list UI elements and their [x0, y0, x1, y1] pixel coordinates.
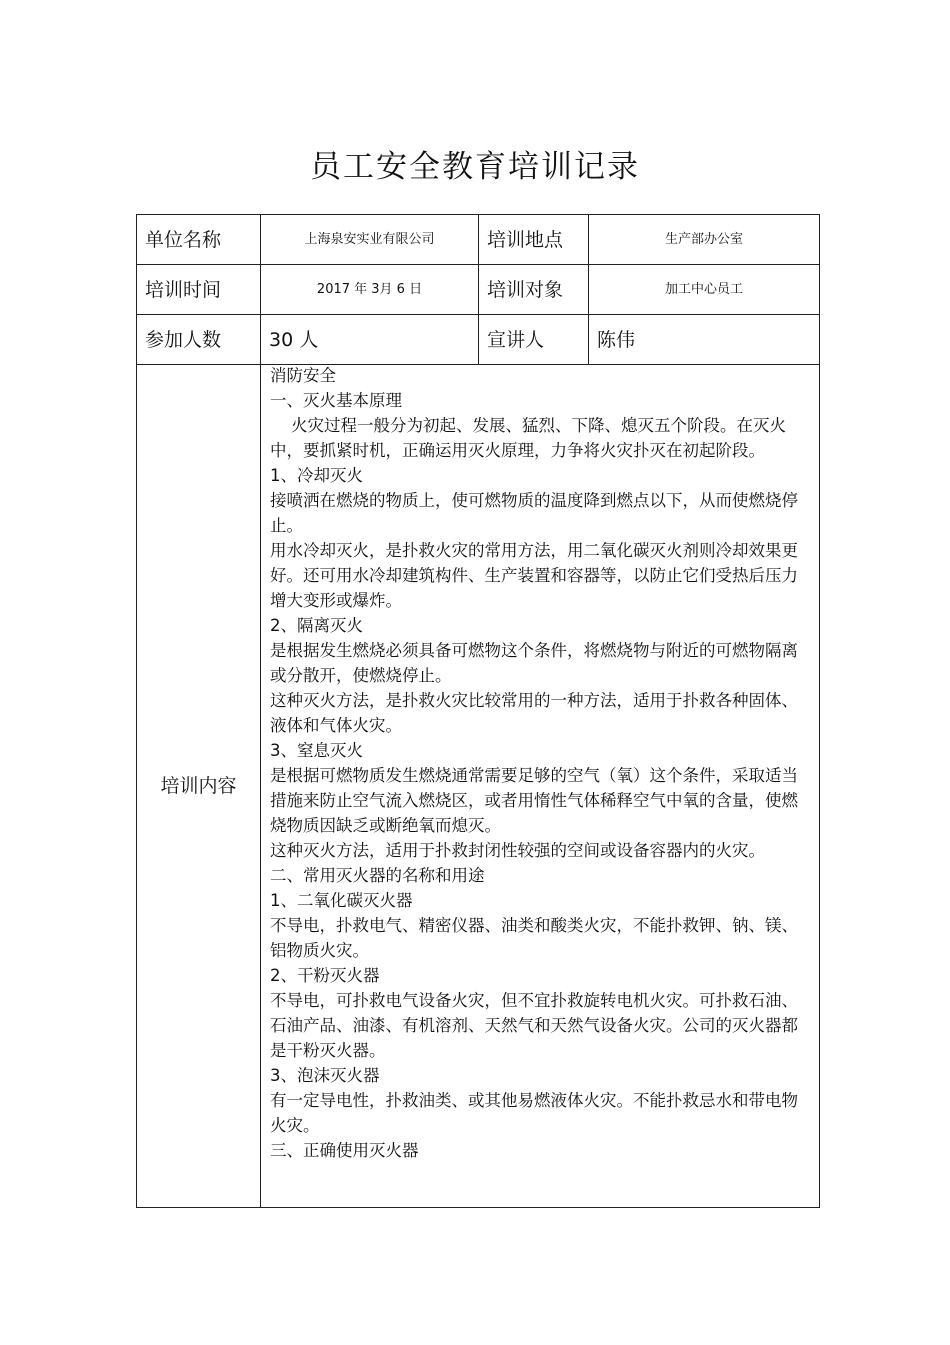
unit-label: 单位名称	[137, 215, 261, 265]
content-line: 三、正确使用灭火器	[270, 1141, 419, 1160]
content-line: 1、冷却灭火	[270, 466, 363, 485]
table-row-unit	[137, 215, 820, 265]
time-label: 培训时间	[137, 265, 261, 315]
attendees-label: 参加人数	[137, 315, 261, 365]
content-cell	[261, 365, 820, 1208]
content-line: 1、二氧化碳灭火器	[270, 891, 413, 910]
training-record-table	[136, 214, 820, 1208]
content-line: 有一定导电性，扑救油类、或其他易燃液体火灾。不能扑救忌水和带电物火灾。	[270, 1091, 798, 1135]
content-line: 2、干粉灭火器	[270, 966, 380, 985]
content-line: 这种灭火方法，适用于扑救封闭性较强的空间或设备容器内的火灾。	[270, 841, 765, 860]
location-label: 培训地点	[479, 215, 589, 265]
attendees-value: 30 人	[261, 315, 479, 365]
speaker-label: 宣讲人	[479, 315, 589, 365]
location-value: 生产部办公室	[589, 215, 820, 265]
table-row-time	[137, 265, 820, 315]
content-line: 接喷洒在燃烧的物质上，使可燃物质的温度降到燃点以下，从而使燃烧停止。	[270, 491, 798, 535]
content-line: 这种灭火方法，是扑救火灾比较常用的一种方法，适用于扑救各种固体、液体和气体火灾。	[270, 691, 798, 735]
content-line: 一、灭火基本原理	[270, 391, 402, 410]
content-line: 不导电，扑救电气、精密仪器、油类和酸类火灾，不能扑救钾、钠、镁、铝物质火灾。	[270, 916, 798, 960]
speaker-value: 陈伟	[589, 315, 820, 365]
time-value: 2017 年 3月 6 日	[261, 265, 479, 315]
page-title: 员工安全教育培训记录	[310, 149, 640, 185]
content-line: 3、泡沫灭火器	[270, 1066, 380, 1085]
content-line: 是根据可燃物质发生燃烧通常需要足够的空气（氧）这个条件，采取适当措施来防止空气流入燃烧区，或者用惰性气体稀释空气中氧的含量，使燃烧物质因缺乏或断绝氧而熄灭。	[270, 766, 798, 835]
content-line: 用水冷却灭火，是扑救火灾的常用方法，用二氧化碳灭火剂则冷却效果更好。还可用水冷却建筑构件、生产装置和容器等，以防止它们受热后压力增大变形或爆炸。	[270, 541, 798, 610]
content-label: 培训内容	[137, 365, 261, 1208]
content-line: 二、常用灭火器的名称和用途	[270, 866, 485, 885]
content-line: 消防安全	[270, 366, 336, 385]
content-line: 火灾过程一般分为初起、发展、猛烈、下降、熄灭五个阶段。在灭火中，要抓紧时机，正确运用灭火原理，力争将火灾扑灭在初起阶段。	[270, 416, 786, 460]
audience-label: 培训对象	[479, 265, 589, 315]
content-line: 不导电，可扑救电气设备火灾，但不宜扑救旋转电机火灾。可扑救石油、石油产品、油漆、有机溶剂、天然气和天然气设备火灾。公司的灭火器都是干粉灭火器。	[270, 991, 798, 1060]
unit-value: 上海泉安实业有限公司	[261, 215, 479, 265]
table-row-attendees	[137, 315, 820, 365]
content-line: 2、隔离灭火	[270, 616, 363, 635]
content-body	[270, 365, 813, 1206]
table-row-content	[137, 365, 820, 1208]
audience-value: 加工中心员工	[589, 265, 820, 315]
content-line: 是根据发生燃烧必须具备可燃物这个条件，将燃烧物与附近的可燃物隔离或分散开，使燃烧停止。	[270, 641, 798, 685]
content-line: 3、窒息灭火	[270, 741, 363, 760]
